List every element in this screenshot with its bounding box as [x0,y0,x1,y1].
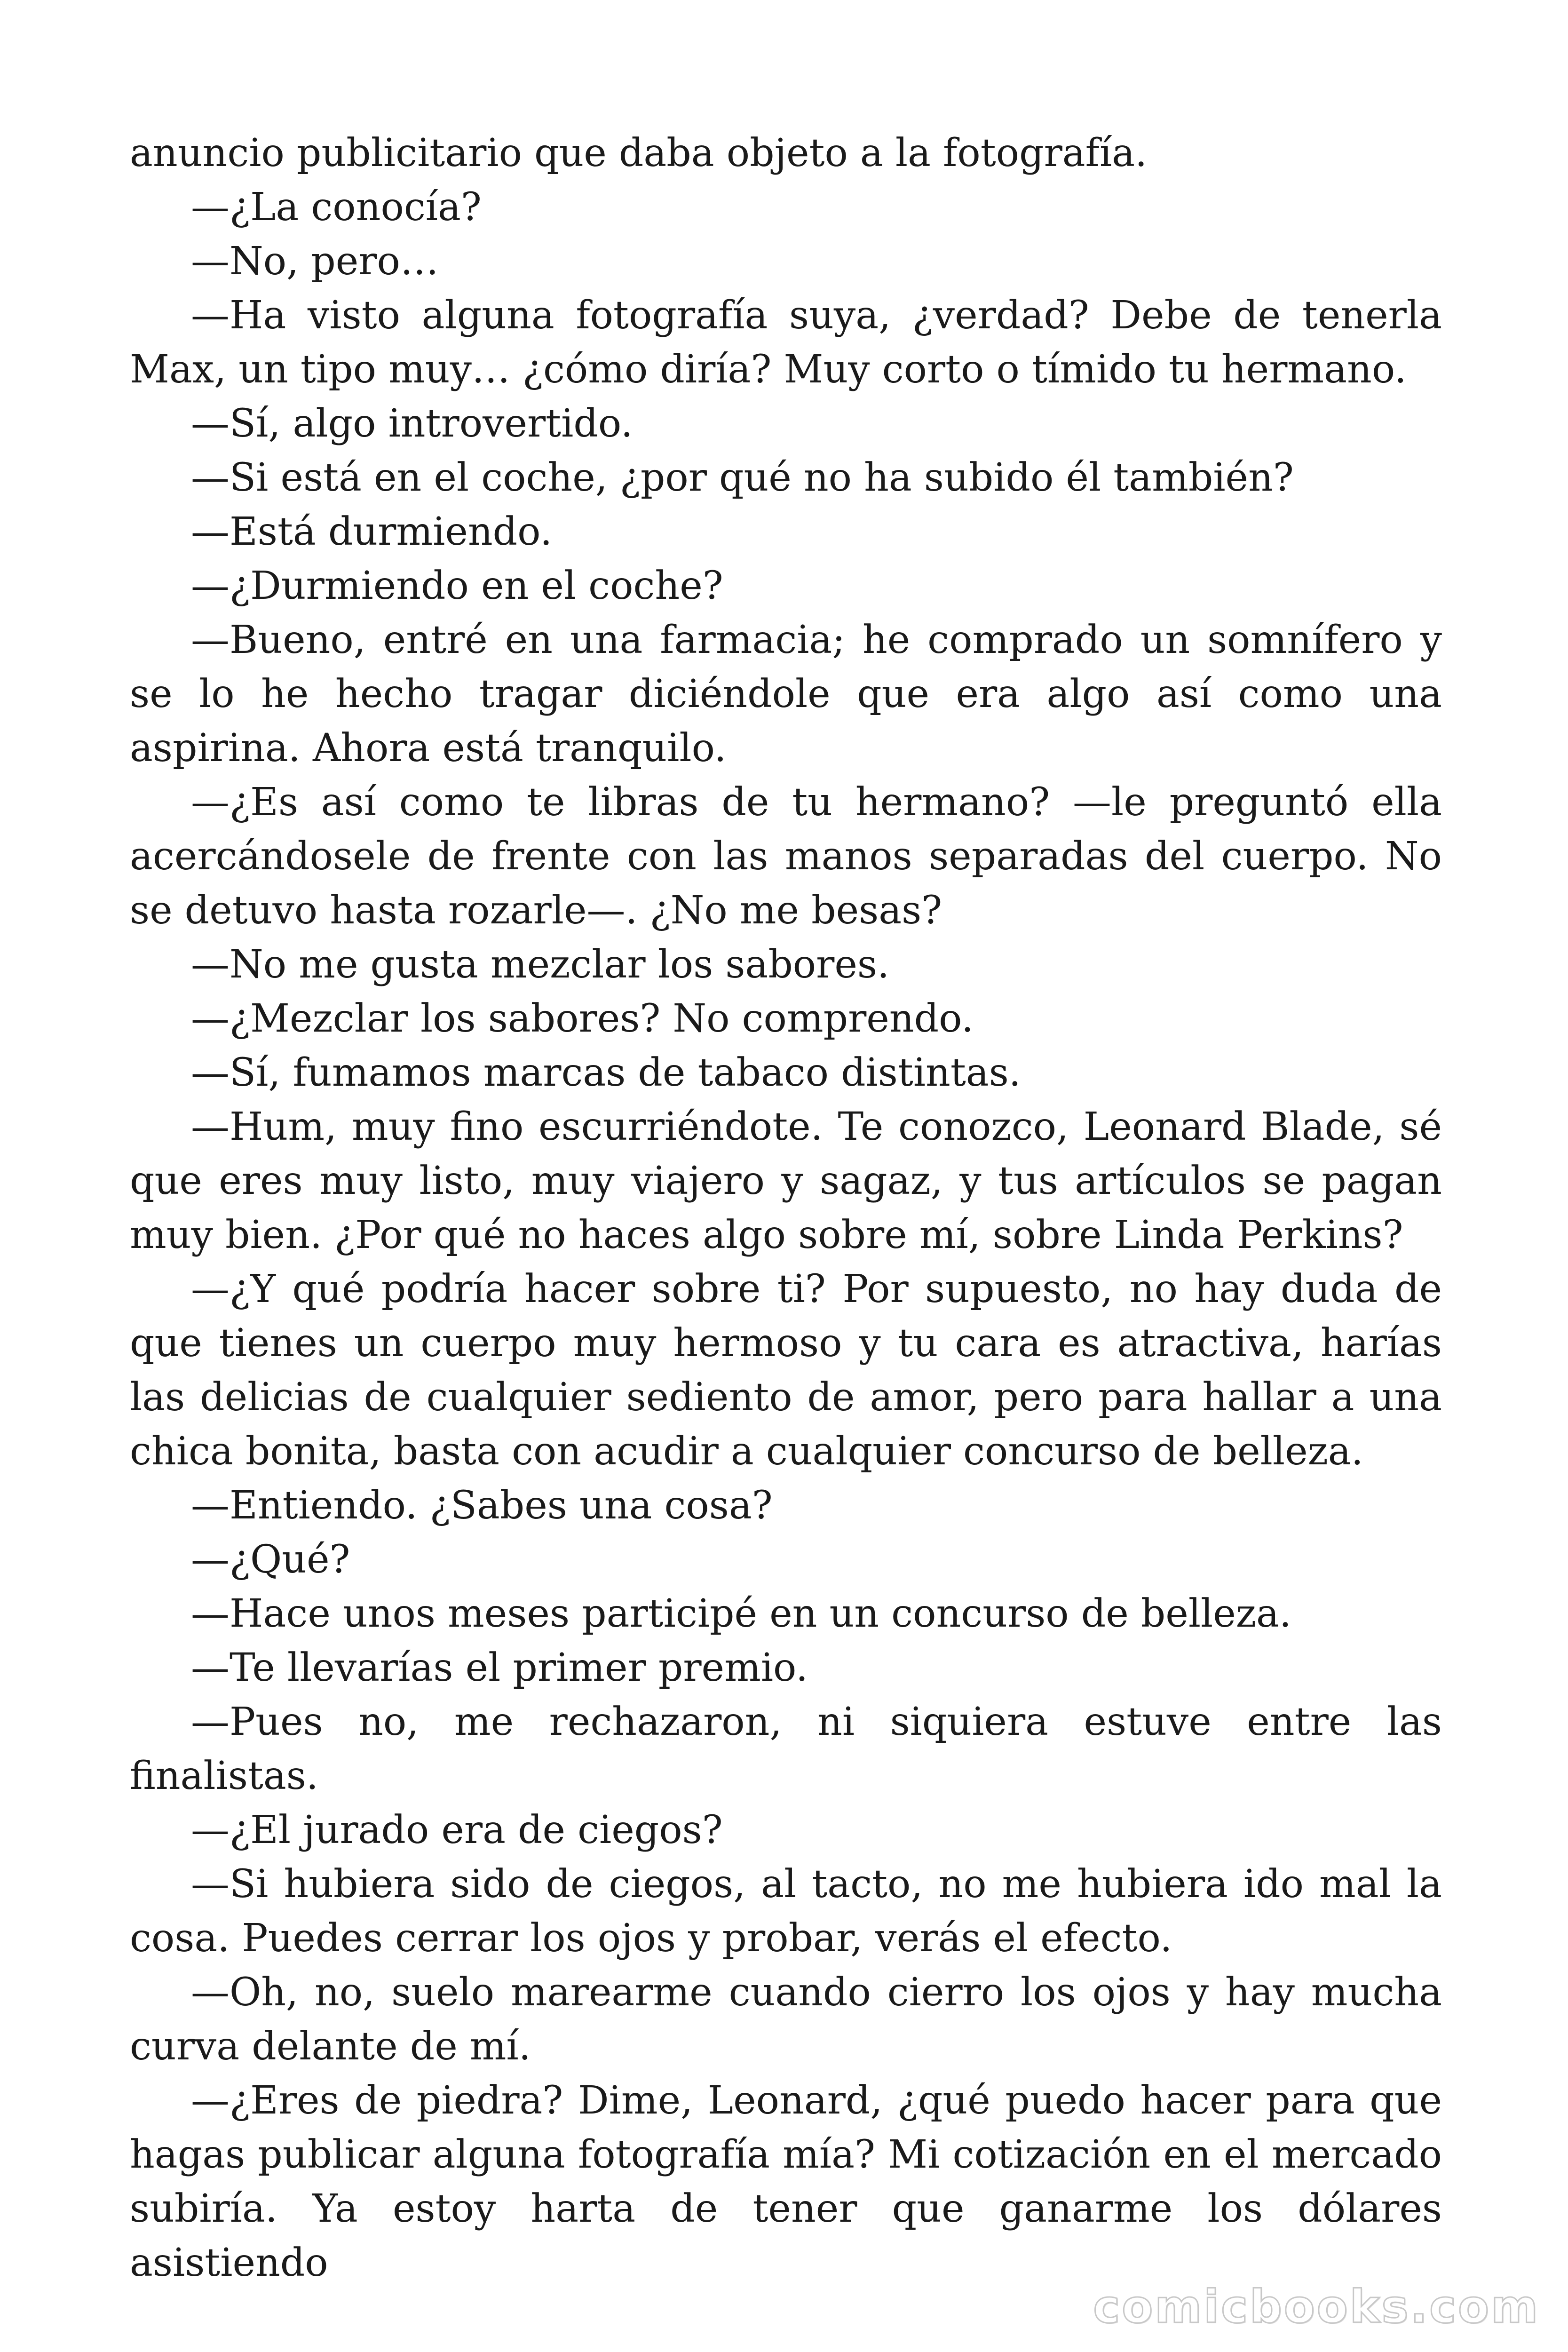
paragraph: —Hace unos meses participé en un concurso de belleza. [191,1591,1291,1636]
paragraph: —¿Eres de piedra? Dime, Leonard, ¿qué puedo hacer para que hagas publicar alguna fotografía mía? Mi cotización en el mercado subiría. Ya estoy harta de tener que ganarme los dólares asistiendo [130,2078,1442,2285]
watermark-logo: comicbooks.com [1093,2280,1540,2333]
paragraph: —¿Mezclar los sabores? No comprendo. [191,996,974,1041]
paragraph: —Sí, fumamos marcas de tabaco distintas. [191,1050,1021,1095]
paragraph: —Sí, algo introvertido. [191,401,633,446]
paragraph: —Entiendo. ¿Sabes una cosa? [191,1483,773,1528]
paragraph: —Si está en el coche, ¿por qué no ha subido él también? [191,455,1294,500]
paragraph: —¿La conocía? [191,185,482,230]
paragraph: —¿Es así como te libras de tu hermano? —le preguntó ella acercándosele de frente con las manos separadas del cuerpo. No se detuvo hasta rozarle—. ¿No me besas? [130,780,1442,933]
paragraph: —No me gusta mezclar los sabores. [191,942,890,987]
paragraph: —No, pero… [191,239,439,284]
paragraph: —¿El jurado era de ciegos? [191,1808,723,1852]
paragraph: —Hum, muy fino escurriéndote. Te conozco, Leonard Blade, sé que eres muy listo, muy viajero y sagaz, y tus artículos se pagan muy bien. ¿Por qué no haces algo sobre mí, sobre Linda Perkins? [130,1104,1442,1257]
paragraph: anuncio publicitario que daba objeto a la fotografía. [130,131,1148,175]
paragraph: —Ha visto alguna fotografía suya, ¿verdad? Debe de tenerla Max, un tipo muy… ¿cómo diría? Muy corto o tímido tu hermano. [130,293,1442,392]
paragraph: —Bueno, entré en una farmacia; he comprado un somnífero y se lo he hecho tragar diciéndole que era algo así como una aspirina. Ahora está tranquilo. [130,618,1442,771]
paragraph: —Está durmiendo. [191,509,553,554]
paragraph: —Si hubiera sido de ciegos, al tacto, no me hubiera ido mal la cosa. Puedes cerrar los ojos y probar, verás el efecto. [130,1862,1442,1961]
paragraph: —Oh, no, suelo marearme cuando cierro los ojos y hay mucha curva delante de mí. [130,1970,1442,2069]
paragraph: —¿Durmiendo en el coche? [191,564,723,608]
paragraph: —¿Y qué podría hacer sobre ti? Por supuesto, no hay duda de que tienes un cuerpo muy hermoso y tu cara es atractiva, harías las delicias de cualquier sediento de amor, pero para hallar a una chica bonita, basta con acudir a cualquier concurso de belleza. [130,1267,1442,1474]
paragraph: —Pues no, me rechazaron, ni siquiera estuve entre las finalistas. [130,1700,1442,1798]
paragraph: —¿Qué? [191,1537,350,1582]
paragraph: —Te llevarías el primer premio. [191,1645,808,1690]
body-text [130,126,1442,2290]
